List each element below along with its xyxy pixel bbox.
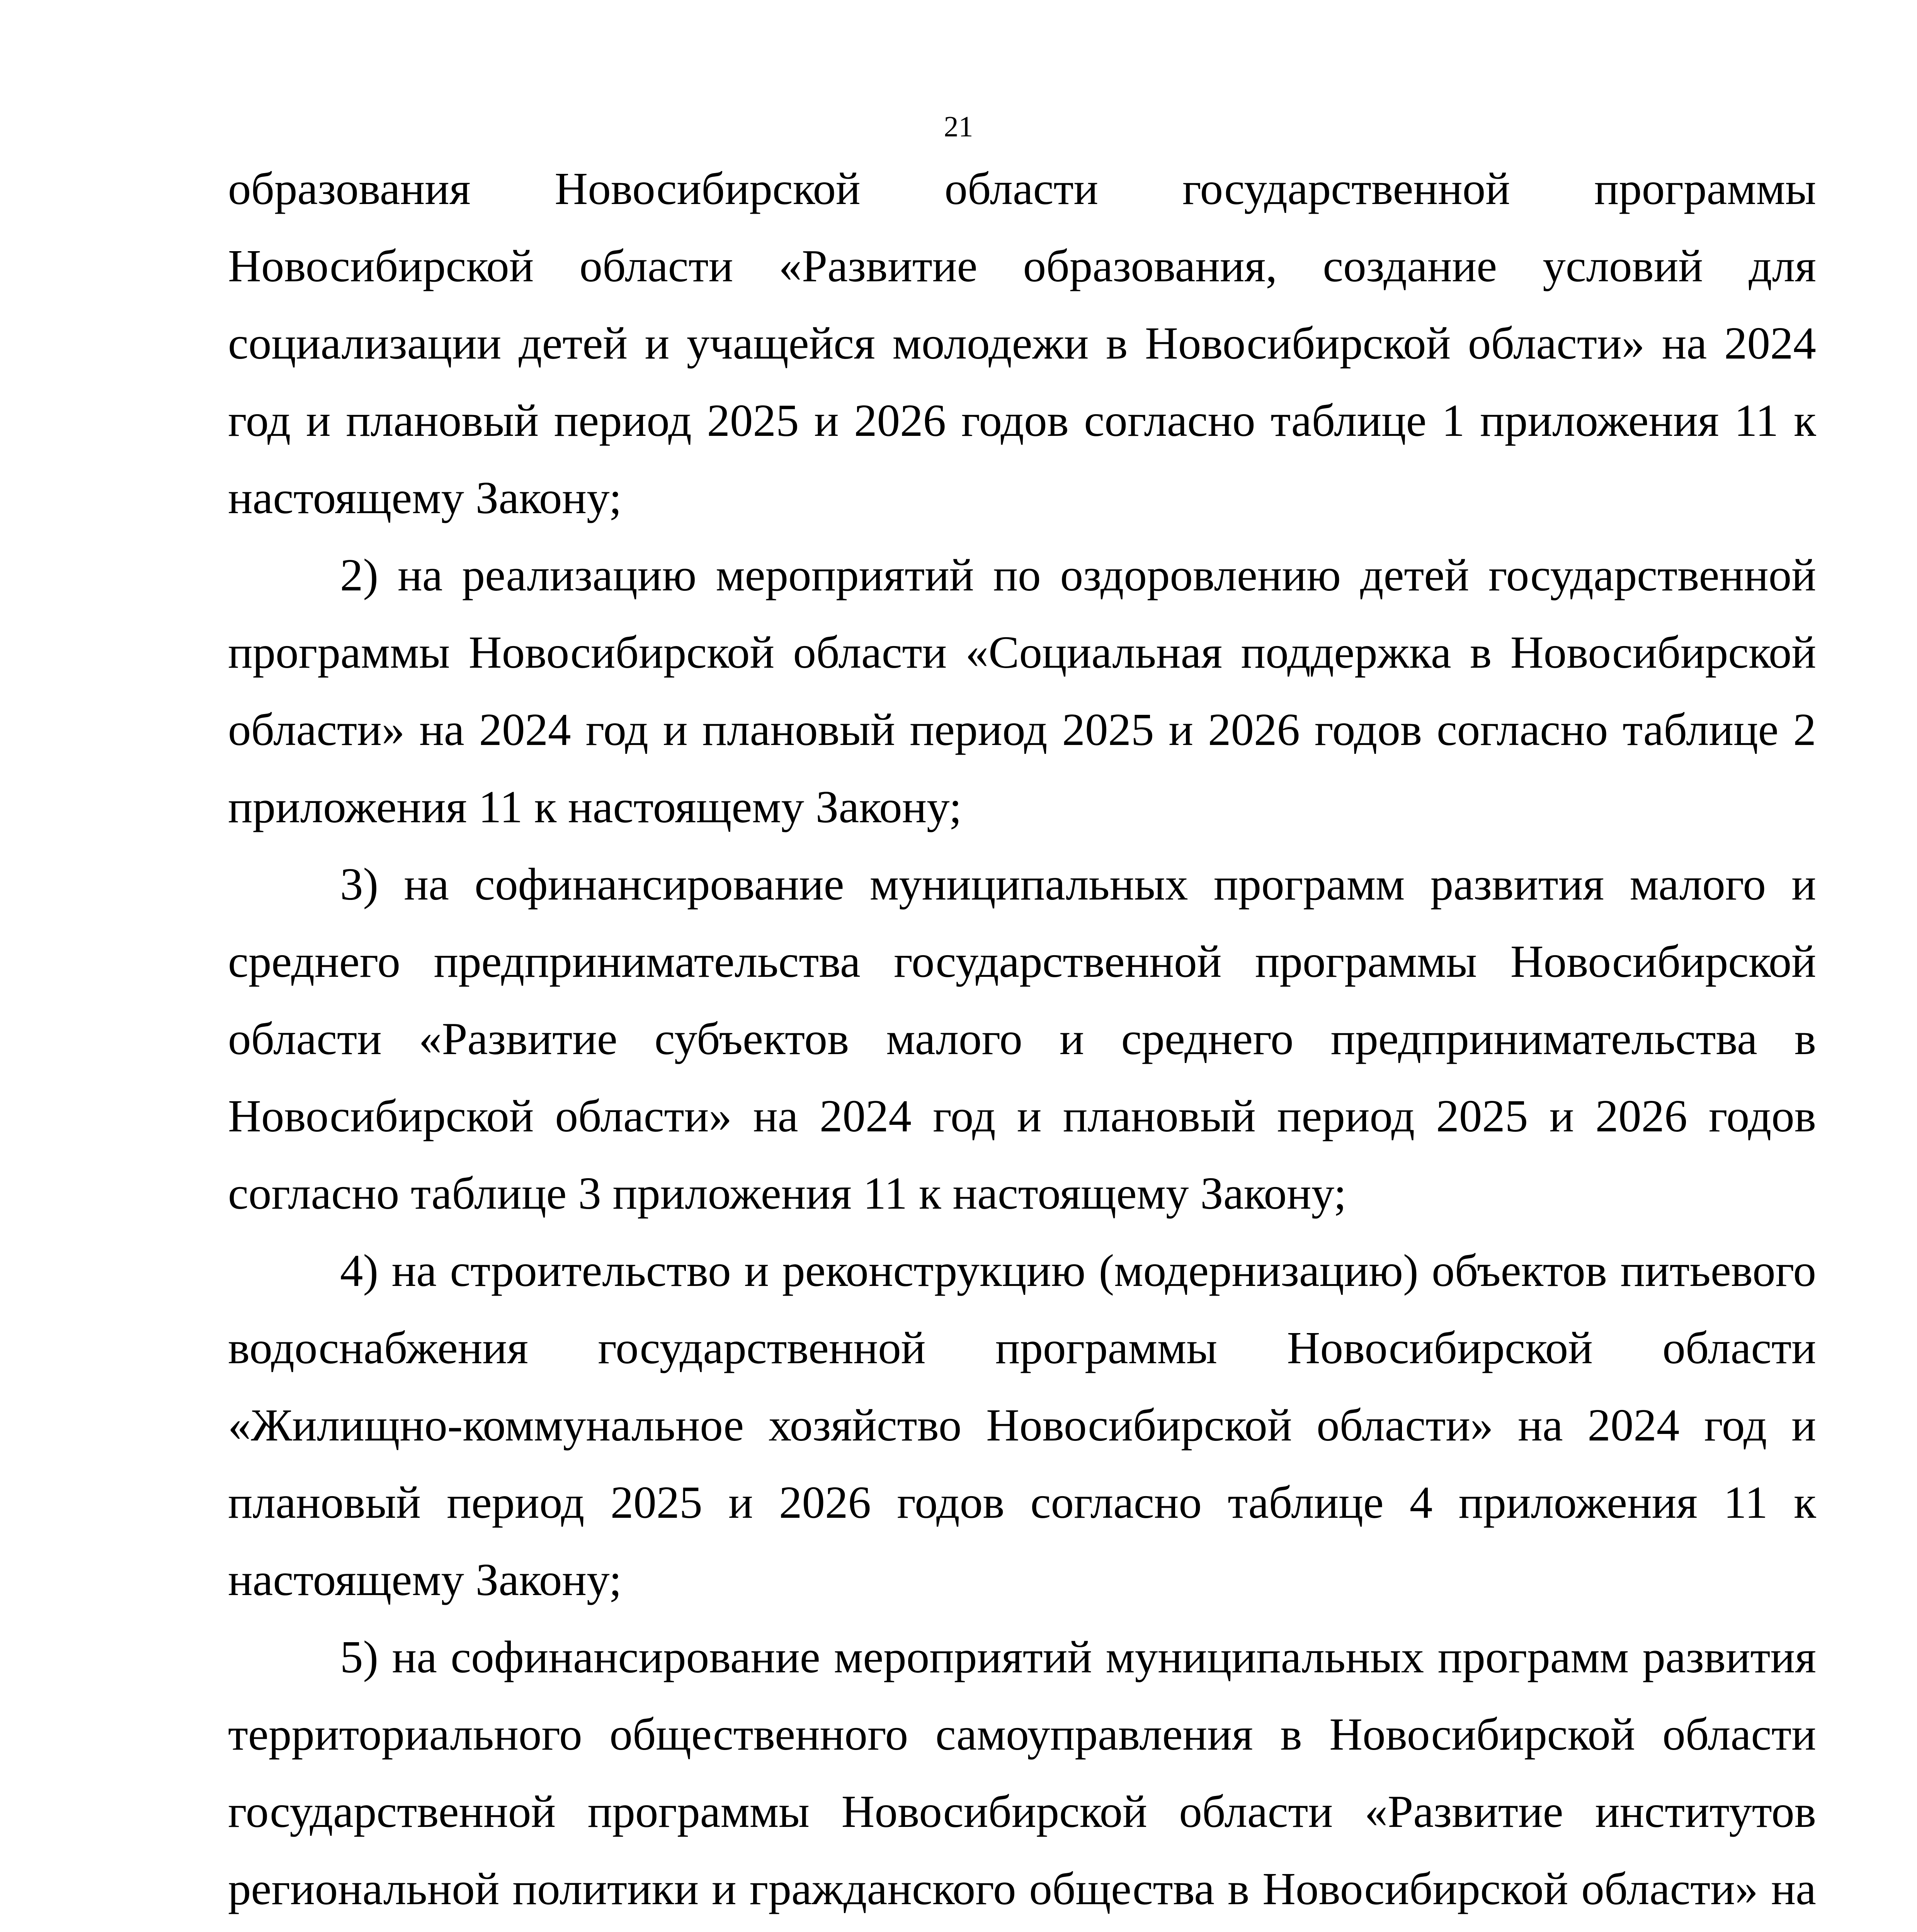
list-item-5: 5) на софинансирование мероприятий муниципальных программ развития территориального общественного самоуправления в Новосибирской области государственной программы Новосибирской области «Развитие институтов региональной политики и гражданского общества в Новосибирской области» на bbox=[228, 1631, 1816, 1914]
document-body bbox=[228, 150, 1816, 1932]
list-item-4: 4) на строительство и реконструкцию (модернизацию) объектов питьевого водоснабжения государственной программы Новосибирской области «Жилищно-коммунальное хозяйство Новосибирской области» на 2024 год и плановый период 2025 и 2026 годов согласно таблице 4 приложения 11 к настоящему Закону; bbox=[228, 1245, 1816, 1605]
list-item-3: 3) на софинансирование муниципальных программ развития малого и среднего предпринимательства государственной программы Новосибирской области «Развитие субъектов малого и среднего предпринимательства в Новосибирской области» на 2024 год и плановый период 2025 и 2026 годов согласно таблице 3 приложения 11 к настоящему Закону; bbox=[228, 859, 1816, 1219]
list-item-2: 2) на реализацию мероприятий по оздоровлению детей государственной программы Новосибирской области «Социальная поддержка в Новосибирской области» на 2024 год и плановый период 2025 и 2026 годов согласно таблице 2 приложения 11 к настоящему Закону; bbox=[228, 549, 1816, 832]
page-number: 21 bbox=[944, 111, 973, 143]
paragraph-continuation: образования Новосибирской области государственной программы Новосибирской области «Развитие образования, создание условий для социализации детей и учащейся молодежи в Новосибирской области» на 2024 год и плановый период 2025 и 2026 годов согласно таблице 1 приложения 11 к настоящему Закону; bbox=[228, 163, 1816, 523]
